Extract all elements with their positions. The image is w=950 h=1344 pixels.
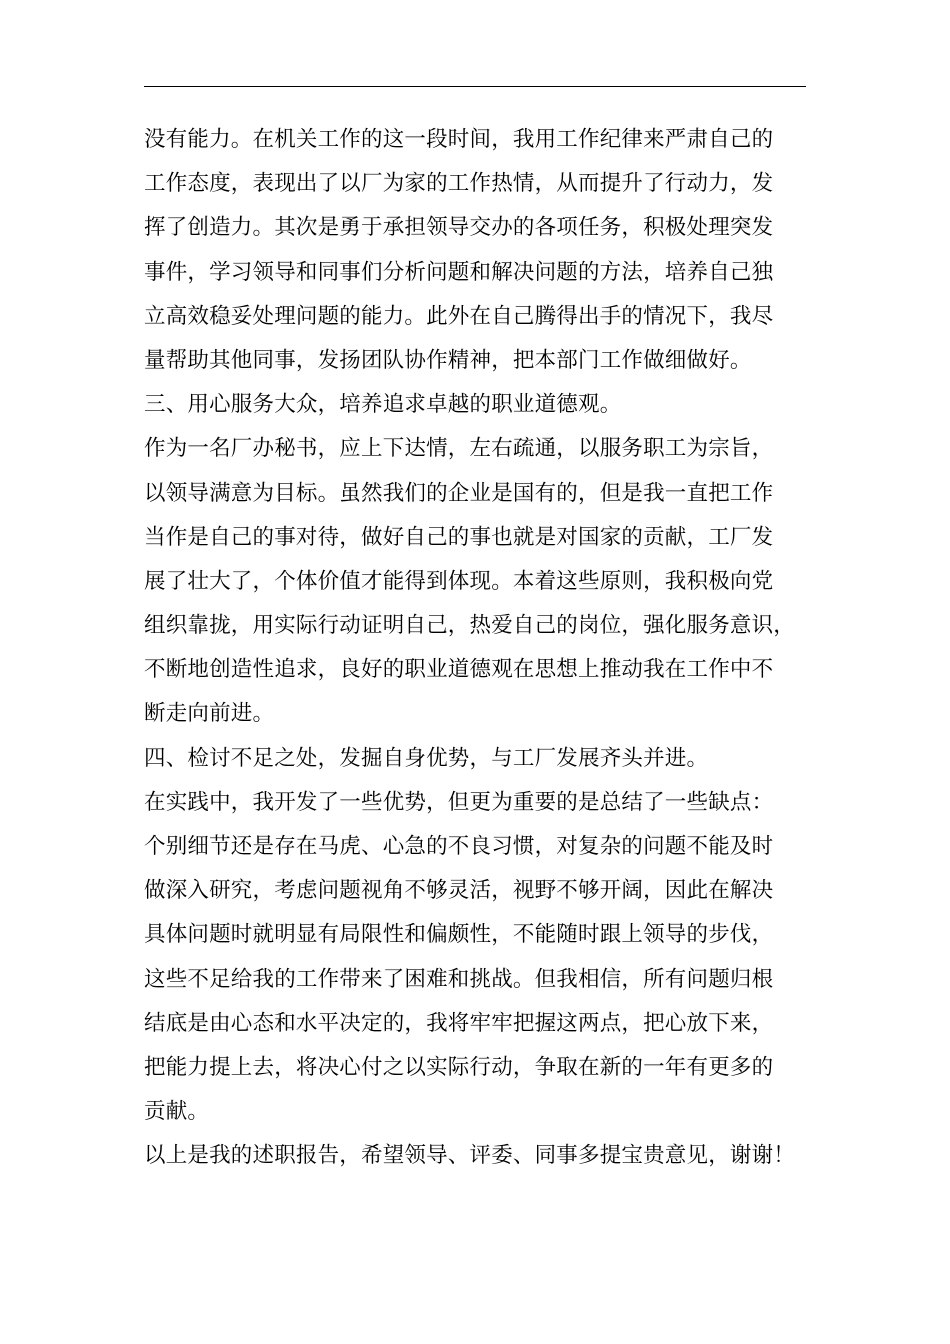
header-rule (144, 86, 806, 87)
text-line: 展了壮大了，个体价值才能得到体现。本着这些原则，我积极向党 (144, 568, 774, 594)
text-line: 当作是自己的事对待，做好自己的事也就是对国家的贡献，工厂发 (144, 524, 774, 550)
text-line: 结底是由心态和水平决定的，我将牢牢把握这两点，把心放下来， (144, 1010, 774, 1036)
text-line: 把能力提上去，将决心付之以实际行动，争取在新的一年有更多的 (144, 1054, 774, 1080)
text-line: 断走向前进。 (144, 701, 275, 727)
text-line: 事件，学习领导和同事们分析问题和解决问题的方法，培养自己独 (144, 259, 774, 285)
text-line: 不断地创造性追求，良好的职业道德观在思想上推动我在工作中不 (144, 657, 774, 683)
closing-line: 以上是我的述职报告，希望领导、评委、同事多提宝贵意见，谢谢！ (144, 1143, 796, 1169)
text-line: 做深入研究，考虑问题视角不够灵活，视野不够开阔，因此在解决 (144, 878, 774, 904)
text-line: 具体问题时就明显有局限性和偏颇性，不能随时跟上领导的步伐， (144, 922, 774, 948)
text-line: 没有能力。在机关工作的这一段时间，我用工作纪律来严肃自己的 (144, 127, 774, 152)
text-line: 工作态度，表现出了以厂为家的工作热情，从而提升了行动力，发 (144, 171, 774, 197)
document-body (144, 118, 810, 1179)
text-line: 组织靠拢，用实际行动证明自己，热爱自己的岗位，强化服务意识， (144, 613, 796, 639)
text-line: 作为一名厂办秘书，应上下达情，左右疏通，以服务职工为宗旨， (144, 436, 774, 462)
text-line: 贡献。 (144, 1099, 210, 1125)
text-line: 挥了创造力。其次是勇于承担领导交办的各项任务，积极处理突发 (144, 215, 774, 241)
text-line: 在实践中，我开发了一些优势，但更为重要的是总结了一些缺点： (144, 789, 774, 815)
text-line: 以领导满意为目标。虽然我们的企业是国有的，但是我一直把工作 (144, 480, 774, 506)
section-heading: 四、检讨不足之处，发掘自身优势，与工厂发展齐头并进。 (144, 745, 709, 771)
section-heading: 三、用心服务大众，培养追求卓越的职业道德观。 (144, 392, 622, 418)
text-line: 量帮助其他同事，发扬团队协作精神，把本部门工作做细做好。 (144, 347, 752, 373)
text-line: 个别细节还是存在马虎、心急的不良习惯，对复杂的问题不能及时 (144, 834, 774, 859)
text-line: 这些不足给我的工作带来了困难和挑战。但我相信，所有问题归根 (144, 966, 774, 992)
text-line: 立高效稳妥处理问题的能力。此外在自己腾得出手的情况下，我尽 (144, 303, 774, 329)
